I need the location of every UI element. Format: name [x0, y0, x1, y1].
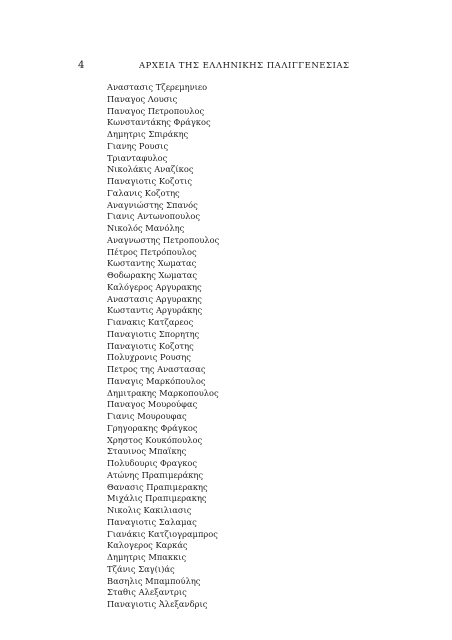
list-item: Δημητρις Μπακκις [107, 552, 187, 562]
list-item: Τζάνις Σαγ(ι)άς [107, 563, 175, 574]
list-item: Καλογερος Καρκάς [107, 540, 188, 551]
list-item: Βασηλις Μπαμπούλης [107, 575, 201, 586]
list-item: Νικολός Μανόλης [107, 223, 185, 233]
list-item: Θανασις Πραπιμερακης [107, 481, 208, 492]
list-item: Πετρος της Αναστασας [107, 364, 206, 374]
list-item: Γιανις Αντωνοπουλος [107, 211, 201, 222]
list-item: Παναγιοτις Κοζοτης [107, 340, 194, 351]
list-item: Γιανης Ρουσις [107, 140, 169, 151]
list-item: Παναγιοτις Σπορητης [107, 328, 200, 339]
list-item: Κωνσταντάκης Φράγκος [107, 117, 211, 128]
list-item: Πέτρος Πετρόπουλος [107, 246, 197, 257]
list-item: Πολυδουρις Φραγκος [107, 458, 198, 468]
list-item: Νικολις Κακιλιασις [107, 505, 192, 515]
list-item: Κωσταντις Αργυράκης [107, 305, 203, 316]
list-item: Παναγος Πετροπουλος [107, 105, 205, 116]
list-item: Δημητρις Σπιράκης [107, 129, 189, 139]
list-item: Μιχάλις Πραπιμερακης [107, 493, 207, 504]
list-item: Αναγνωστης Πετροπουλος [107, 234, 220, 245]
list-item: Σταυινος Μπαϊκης [107, 446, 187, 457]
list-item: Γρηγορακης Φράγκος [107, 422, 198, 433]
list-item: Παναγιοτις Σαλαμας [107, 516, 197, 527]
list-item: Αναστασις Αργυρακης [107, 293, 202, 304]
list-item: Παναγιοτις Ἀλεξανδρις [107, 599, 208, 609]
list-item: Νικολάκις Αναζίκος [107, 164, 194, 175]
list-item: Ατώνης Πραπιμεράκης [107, 469, 204, 480]
list-item: Γιανάκις Κατζιογραμπρος [107, 528, 218, 539]
page-number: 4 [78, 60, 85, 71]
list-item: Καλόγερος Αργυρακης [107, 281, 202, 292]
list-item: Αναγνιώστης Σπανός [107, 199, 198, 210]
list-item: Παναγιοτις Κοζοτις [107, 176, 192, 186]
list-item: Γιανακις Κατζαρεος [107, 317, 194, 327]
list-item: Γαλανις Κοζοτης [107, 187, 180, 198]
list-item: Παναγος Μουρούφας [107, 399, 198, 410]
list-item: Παναγις Μαρκόπουλος [107, 375, 206, 386]
name-list [107, 82, 219, 611]
list-item: Πολυχρονις Ρουσης [107, 352, 191, 363]
list-item: Αναστασις Τζερεμηνιεο [107, 82, 208, 92]
running-head: ΑΡΧΕΙΑ ΤΗΣ ΕΛΛΗΝΙΚΗΣ ΠΑΛΙΓΓΕΝΕΣΙΑΣ [139, 61, 350, 71]
list-item: Σταθις Αλεξαντρις [107, 587, 187, 598]
list-item: Γιανις Μουρουφας [107, 411, 187, 421]
list-item: Θοδωρακης Χωματας [107, 270, 197, 280]
list-item: Δημιτρακης Μαρκοπουλος [107, 387, 219, 398]
list-item: Χρηστος Κουκόπουλος [107, 434, 203, 445]
list-item: Τριανταφυλος [107, 152, 168, 163]
list-item: Παναγος Λουσις [107, 93, 178, 104]
list-item: Κωσταντης Χωματας [107, 258, 197, 269]
